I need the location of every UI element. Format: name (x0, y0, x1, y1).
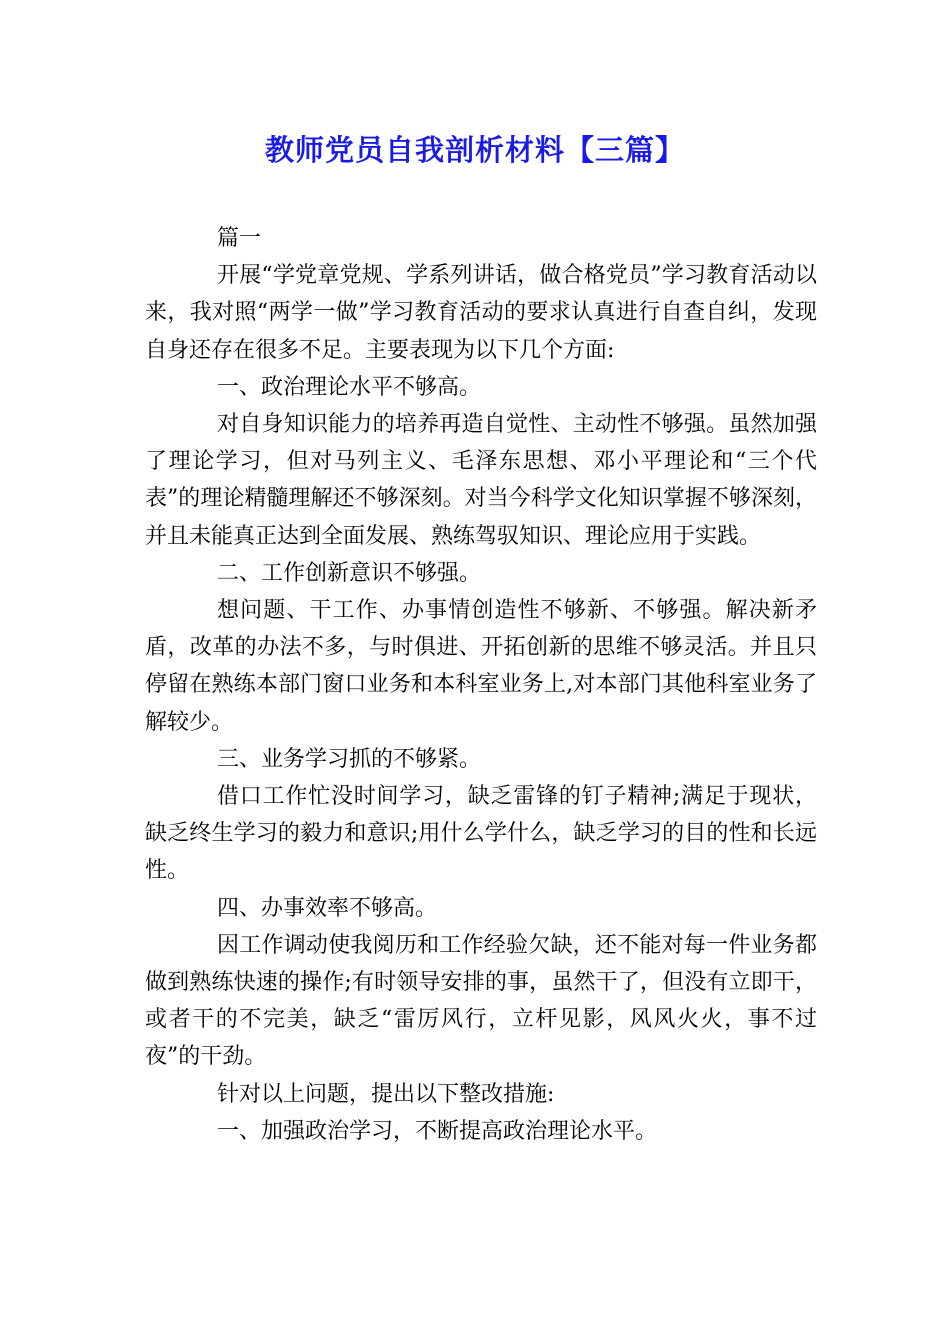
problem-heading-4: 四、办事效率不够高。 (217, 895, 438, 921)
problem-paragraph-1: 对自身知识能力的培养再造自觉性、主动性不够强。虽然加强了理论学习，但对马列主义、毛泽东思想、邓小平理论和“三个代表”的理论精髓理解还不够深刻。对当今科学文化知识掌握不够深刻，并且未能真正达到全面发展、熟练驾驭知识、理论应用于实践。 (145, 412, 817, 549)
problem-heading-1: 一、政治理论水平不够高。 (217, 374, 482, 400)
measures-intro: 针对以上问题，提出以下整改措施: (217, 1081, 555, 1107)
problem-paragraph-3: 借口工作忙没时间学习，缺乏雷锋的钉子精神;满足于现状，缺乏终生学习的毅力和意识;用什么学什么，缺乏学习的目的性和长远性。 (145, 784, 817, 884)
document-body (145, 220, 817, 1150)
document-title: 教师党员自我剖析材料【三篇】 (264, 133, 685, 167)
measure-heading-1: 一、加强政治学习，不断提高政治理论水平。 (217, 1118, 658, 1144)
problem-paragraph-2: 想问题、干工作、办事情创造性不够新、不够强。解决新矛盾，改革的办法不多，与时俱进、开拓创新的思维不够灵活。并且只停留在熟练本部门窗口业务和本科室业务上,对本部门其他科室业务了解较少。 (145, 598, 817, 735)
problem-heading-3: 三、业务学习抓的不够紧。 (217, 746, 482, 772)
problem-heading-2: 二、工作创新意识不够强。 (217, 560, 482, 586)
section-heading-part-one: 篇一 (217, 226, 262, 251)
problem-paragraph-4: 因工作调动使我阅历和工作经验欠缺，还不能对每一件业务都做到熟练快速的操作;有时领导安排的事，虽然干了，但没有立即干，或者干的不完美，缺乏“雷厉风行，立杆见影，风风火火，事不过夜”的干劲。 (145, 932, 817, 1070)
intro-paragraph: 开展“学党章党规、学系列讲话，做合格党员”学习教育活动以来，我对照“两学一做”学习教育活动的要求认真进行自查自纠，发现自身还存在很多不足。主要表现为以下几个方面: (145, 263, 817, 363)
